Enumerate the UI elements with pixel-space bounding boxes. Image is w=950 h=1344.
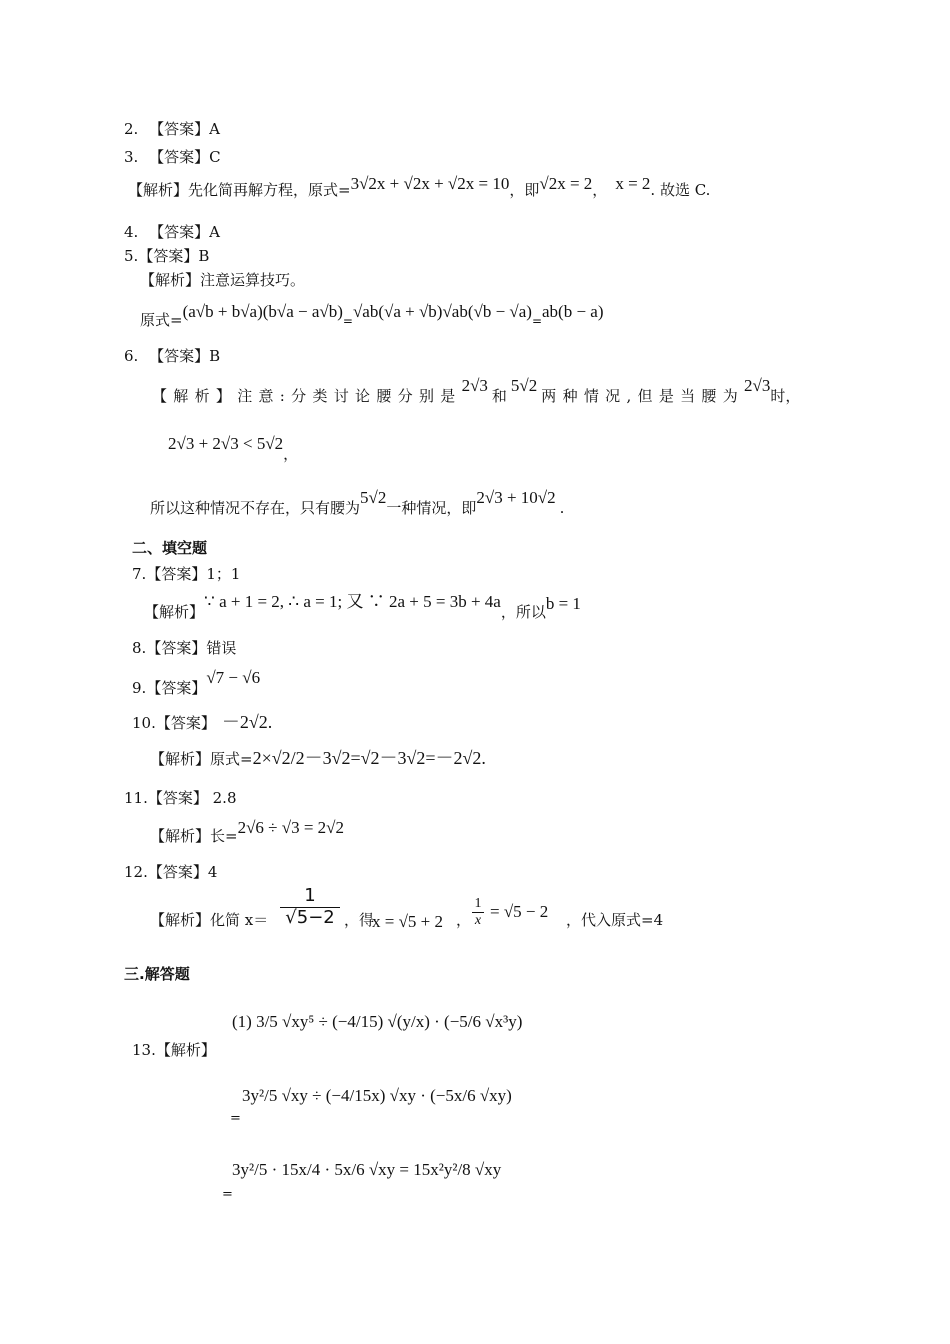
q7-answer-line (132, 566, 240, 583)
q6-dot: . (559, 499, 565, 517)
q5-expr-1: (a√b + b√a)(b√a − a√b) (182, 302, 343, 321)
q6-analysis-mid: 两种情况,但是当腰为 (541, 387, 745, 405)
q13-equals-b: = (222, 1187, 233, 1202)
q8-line (132, 640, 236, 657)
q12-fraction-2-denominator: x (474, 913, 482, 929)
q6-conclusion-1: 所以这种情况不存在，只有腰为 (150, 499, 361, 517)
q10-analysis: 【解析】原式= (150, 750, 253, 768)
q11-answer-line (124, 790, 236, 807)
q6-answer: 【答案】B (149, 347, 221, 365)
q12-fraction (280, 886, 340, 928)
q4-line (124, 224, 220, 241)
q7-analysis-line (144, 592, 581, 622)
q5-expr-2: √ab(√a + √b)√ab(√b − √a) (352, 302, 532, 321)
q6-expr-a: 2√3 (461, 376, 488, 395)
q10-analysis-line (150, 748, 486, 769)
q11-analysis: 【解析】长= (150, 827, 238, 845)
q12-text-2: ， (456, 911, 472, 929)
q10-number: 10. (132, 714, 156, 732)
q11-number: 11. (124, 789, 148, 807)
q7-number: 7. (132, 565, 147, 583)
q6-expr-b: 5√2 (510, 376, 538, 395)
q8-answer: 【答案】错误 (146, 639, 237, 657)
q6-inequality-line (168, 434, 299, 463)
q13-line-2: 3y²/5 √xy ÷ (−4/15x) √xy · (−5x/6 √xy) (242, 1086, 512, 1105)
q3-number: 3. (124, 148, 139, 166)
q5-answer-line (124, 248, 209, 265)
q7-expr: ∵ a + 1 = 2, ∴ a = 1; 又 ∵ 2a + 5 = 3b + 4a (204, 592, 501, 611)
q6-and: 和 (491, 387, 507, 405)
q2-answer: 【答案】A (149, 120, 220, 138)
section-3-heading: 三.解答题 (124, 965, 190, 983)
q7-expr-2: b = 1 (545, 594, 581, 613)
q13-number: 13. (132, 1041, 156, 1059)
q6-analysis-line (152, 376, 801, 406)
q13-label-line (132, 1042, 216, 1059)
q7-analysis-label: 【解析】 (144, 603, 205, 621)
q10-answer: 【答案】 (155, 714, 216, 732)
q3-analysis-line (128, 174, 711, 200)
q11-answer: 【答案】 2.8 (147, 789, 237, 807)
q4-number: 4. (124, 223, 139, 241)
q9-number: 9. (132, 679, 147, 697)
q6-conclusion-2: 一种情况，即 (386, 499, 477, 517)
q12-answer: 【答案】4 (147, 863, 218, 881)
q12-expr-1: x = √5 + 2 (372, 912, 444, 931)
q12-number: 12. (124, 863, 148, 881)
q3-equation-3: x = 2 (615, 174, 651, 193)
q3-answer-line (124, 149, 221, 166)
q6-answer-line (124, 348, 220, 365)
q9-line (132, 668, 261, 698)
q13-equals-a: = (230, 1111, 241, 1126)
q13-line-1: (1) 3/5 √xy⁵ ÷ (−4/15) √(y/x) · (−5/6 √x³y) (232, 1012, 523, 1031)
q13-line-3: 3y²/5 · 15x/4 · 5x/6 √xy = 15x²y²/8 √xy (232, 1160, 502, 1179)
q3-text-3: ， (592, 181, 608, 199)
q5-expr-3: ab(b − a) (542, 302, 604, 321)
q12-fraction-2 (472, 896, 484, 929)
q6-expr-e: 2√3 + 10√2 (476, 488, 556, 507)
q3-text-4: . 故选 C. (650, 181, 711, 199)
q6-conclusion-line (150, 488, 565, 518)
q8-number: 8. (132, 639, 147, 657)
q3-equation: 3√2x + √2x + √2x = 10 (350, 174, 510, 193)
q5-analysis: 【解析】注意运算技巧。 (140, 271, 306, 289)
q5-number: 5. (124, 247, 139, 265)
q7-text: ，所以 (500, 603, 546, 621)
q9-answer: 【答案】 (146, 679, 207, 697)
q6-analysis-1: 【解析】注意:分类讨论腰分别是 (152, 387, 462, 405)
q4-answer: 【答案】A (149, 223, 220, 241)
q10-expr-2: 2×√2/2－3√2=√2－3√2=－2√2. (252, 748, 486, 768)
q12-text-1: ，得 (344, 911, 375, 929)
q5-formula-line (140, 302, 604, 330)
q3-analysis-text: 先化简再解方程，原式= (188, 181, 351, 199)
q3-equation-2: √2x = 2 (539, 174, 593, 193)
q6-number: 6. (124, 347, 139, 365)
q12-fraction-numerator: 1 (304, 885, 316, 906)
q5-prefix: 原式= (140, 311, 183, 329)
q13-label: 【解析】 (155, 1041, 216, 1059)
q12-expr-2: = √5 − 2 (490, 902, 549, 921)
q5-answer: 【答案】B (138, 247, 210, 265)
q9-expr: √7 − √6 (206, 668, 261, 687)
q12-text-3: ，代入原式=4 (566, 911, 664, 929)
q12-fraction-denominator: √5−2 (285, 906, 335, 928)
q10-expr: －2√2. (221, 712, 273, 732)
q2-line (124, 121, 220, 138)
q7-answer: 【答案】1；1 (146, 565, 241, 583)
q5-equals-1: = (342, 314, 353, 328)
q12-answer-line (124, 864, 217, 881)
q5-equals-2: = (531, 314, 543, 328)
q6-analysis-end: 时， (770, 387, 801, 405)
q2-number: 2. (124, 120, 139, 138)
q6-expr-d: 5√2 (360, 488, 387, 507)
q6-comma: ， (283, 445, 299, 463)
q12-fraction-2-numerator: 1 (474, 896, 482, 911)
q12-analysis: 【解析】化简 x＝ (150, 911, 269, 929)
section-2-heading: 二、填空题 (132, 539, 208, 557)
q3-answer: 【答案】C (149, 148, 221, 166)
q10-answer-line (132, 712, 272, 733)
q6-inequality: 2√3 + 2√3 < 5√2 (168, 434, 284, 453)
q3-text-2: ，即 (509, 181, 540, 199)
q3-analysis-label: 【解析】 (128, 181, 189, 199)
q11-expr: 2√6 ÷ √3 = 2√2 (237, 818, 344, 837)
q11-analysis-line (150, 818, 344, 846)
q6-expr-c: 2√3 (744, 376, 771, 395)
q5-analysis-line (140, 272, 305, 289)
